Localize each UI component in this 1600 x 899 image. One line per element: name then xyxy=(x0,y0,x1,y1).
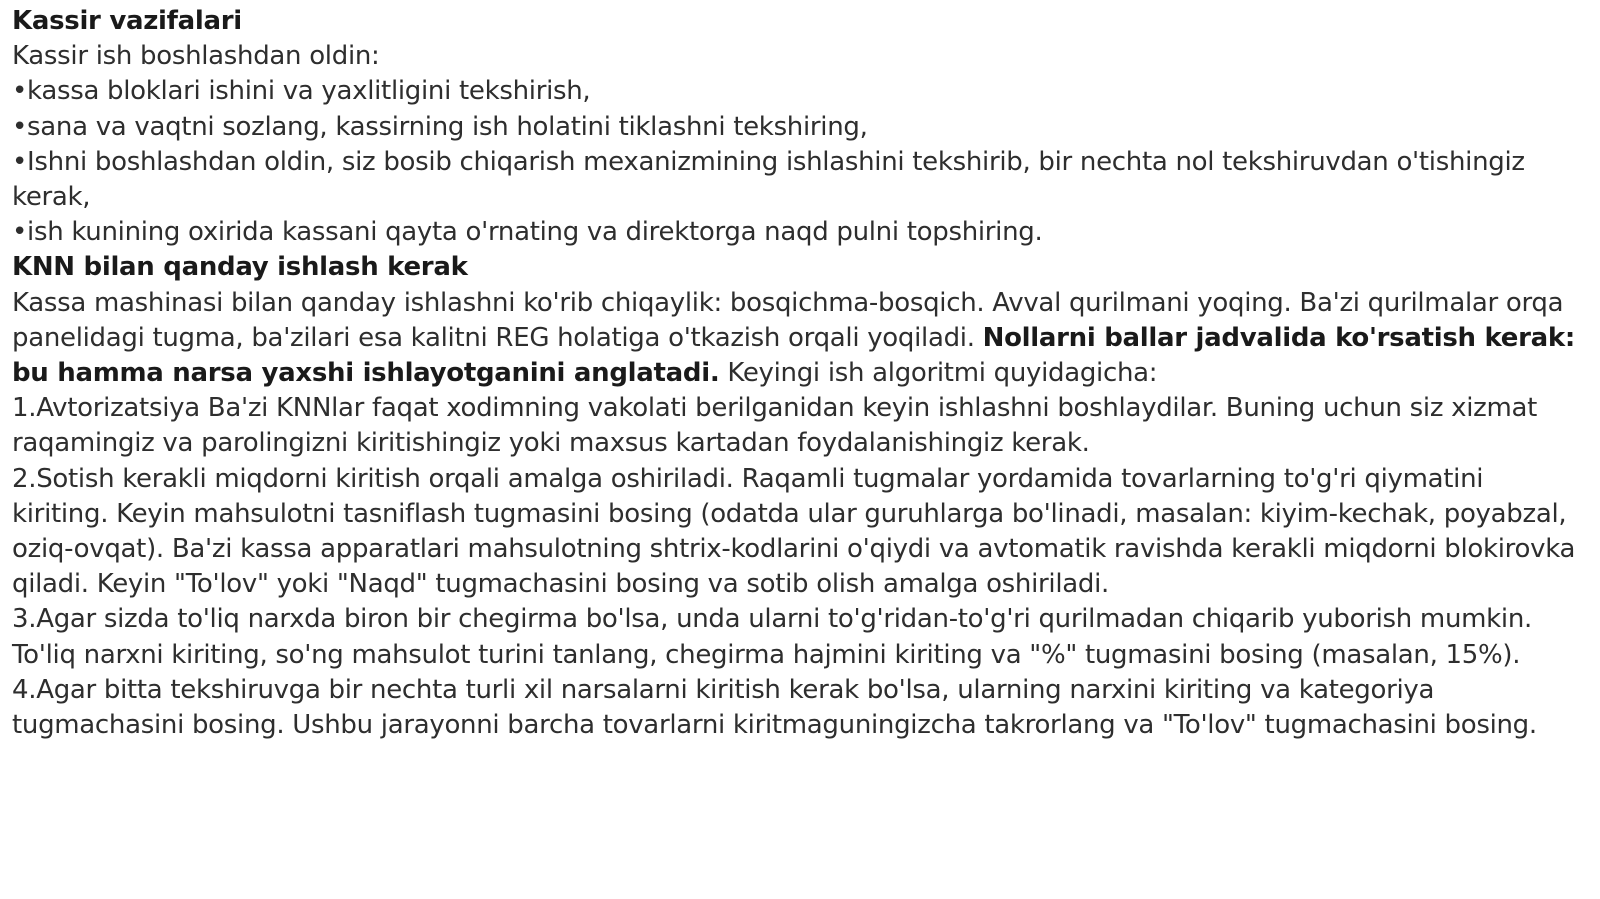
section-heading-cashier-duties: Kassir vazifalari xyxy=(12,6,242,36)
bullet-item: •kassa bloklari ishini va yaxlitligini tekshirish, xyxy=(12,76,591,107)
paragraph xyxy=(12,286,1587,392)
article-body xyxy=(12,4,1587,743)
bullet-item: •Ishni boshlashdan oldin, siz bosib chiqarish mexanizmining ishlashini tekshirib, bir nechta nol tekshiruvdan o'tishingiz kerak, xyxy=(12,146,1525,213)
bullet-item: •ish kunining oxirida kassani qayta o'rnating va direktorga naqd pulni topshiring. xyxy=(12,217,1043,248)
section-heading-how-to-use: KNN bilan qanday ishlash kerak xyxy=(12,252,468,283)
step-item: 3.Agar sizda to'liq narxda biron bir chegirma bo'lsa, unda ularni to'g'ridan-to'g'ri qurilmadan chiqarib yuborish mumkin. To'liq narxni kiriting, so'ng mahsulot turini tanlang, chegirma hajmini kiriting va "%" tugmasini bosing (masalan, 15%). xyxy=(12,604,1532,670)
paragraph-bold-text: Nollarni ballar jadvalida ko'rsatish kerak: bu hamma narsa yaxshi ishlayotganini anglatadi. xyxy=(12,322,1575,389)
step-item: 2.Sotish kerakli miqdorni kiritish orqali amalga oshiriladi. Raqamli tugmalar yordamida tovarlarning to'g'ri qiymatini kiriting. Keyin mahsulotni tasniflash tugmasini bosing (odatda ular guruhlarga bo'linadi, masalan: kiyim-kechak, poyabzal, oziq-ovqat). Ba'zi kassa apparatlari mahsulotning shtrix-kodlarini o'qiydi va avtomatik ravishda kerakli miqdorni blokirovka qiladi. Keyin "To'lov" yoki "Naqd" tugmachasini bosing va sotib olish amalga oshiriladi. xyxy=(12,463,1576,600)
step-item: 4.Agar bitta tekshiruvga bir nechta turli xil narsalarni kiritish kerak bo'lsa, ularning narxini kiriting va kategoriya tugmachasini bosing. Ushbu jarayonni barcha tovarlarni kiritmaguningizcha takrorlang va "To'lov" tugmachasini bosing. xyxy=(12,674,1537,741)
paragraph-text-end: Keyingi ish algoritmi quyidagicha: xyxy=(719,358,1158,389)
intro-text: Kassir ish boshlashdan oldin: xyxy=(12,41,380,72)
step-item: 1.Avtorizatsiya Ba'zi KNNlar faqat xodimning vakolati berilganidan keyin ishlashni boshlaydilar. Buning uchun siz xizmat raqamingiz va parolingizni kiritishingiz yoki maxsus kartadan foydalanishingiz kerak. xyxy=(12,393,1538,459)
paragraph-text: Kassa mashinasi bilan qanday ishlashni ko'rib chiqaylik: bosqichma-bosqich. Avval qurilmani yoqing. Ba'zi qurilmalar orqa panelidagi tugma, ba'zilari esa kalitni REG holatiga o'tkazish orqali yoqiladi. xyxy=(12,287,1564,353)
bullet-item: •sana va vaqtni sozlang, kassirning ish holatini tiklashni tekshiring, xyxy=(12,111,868,142)
